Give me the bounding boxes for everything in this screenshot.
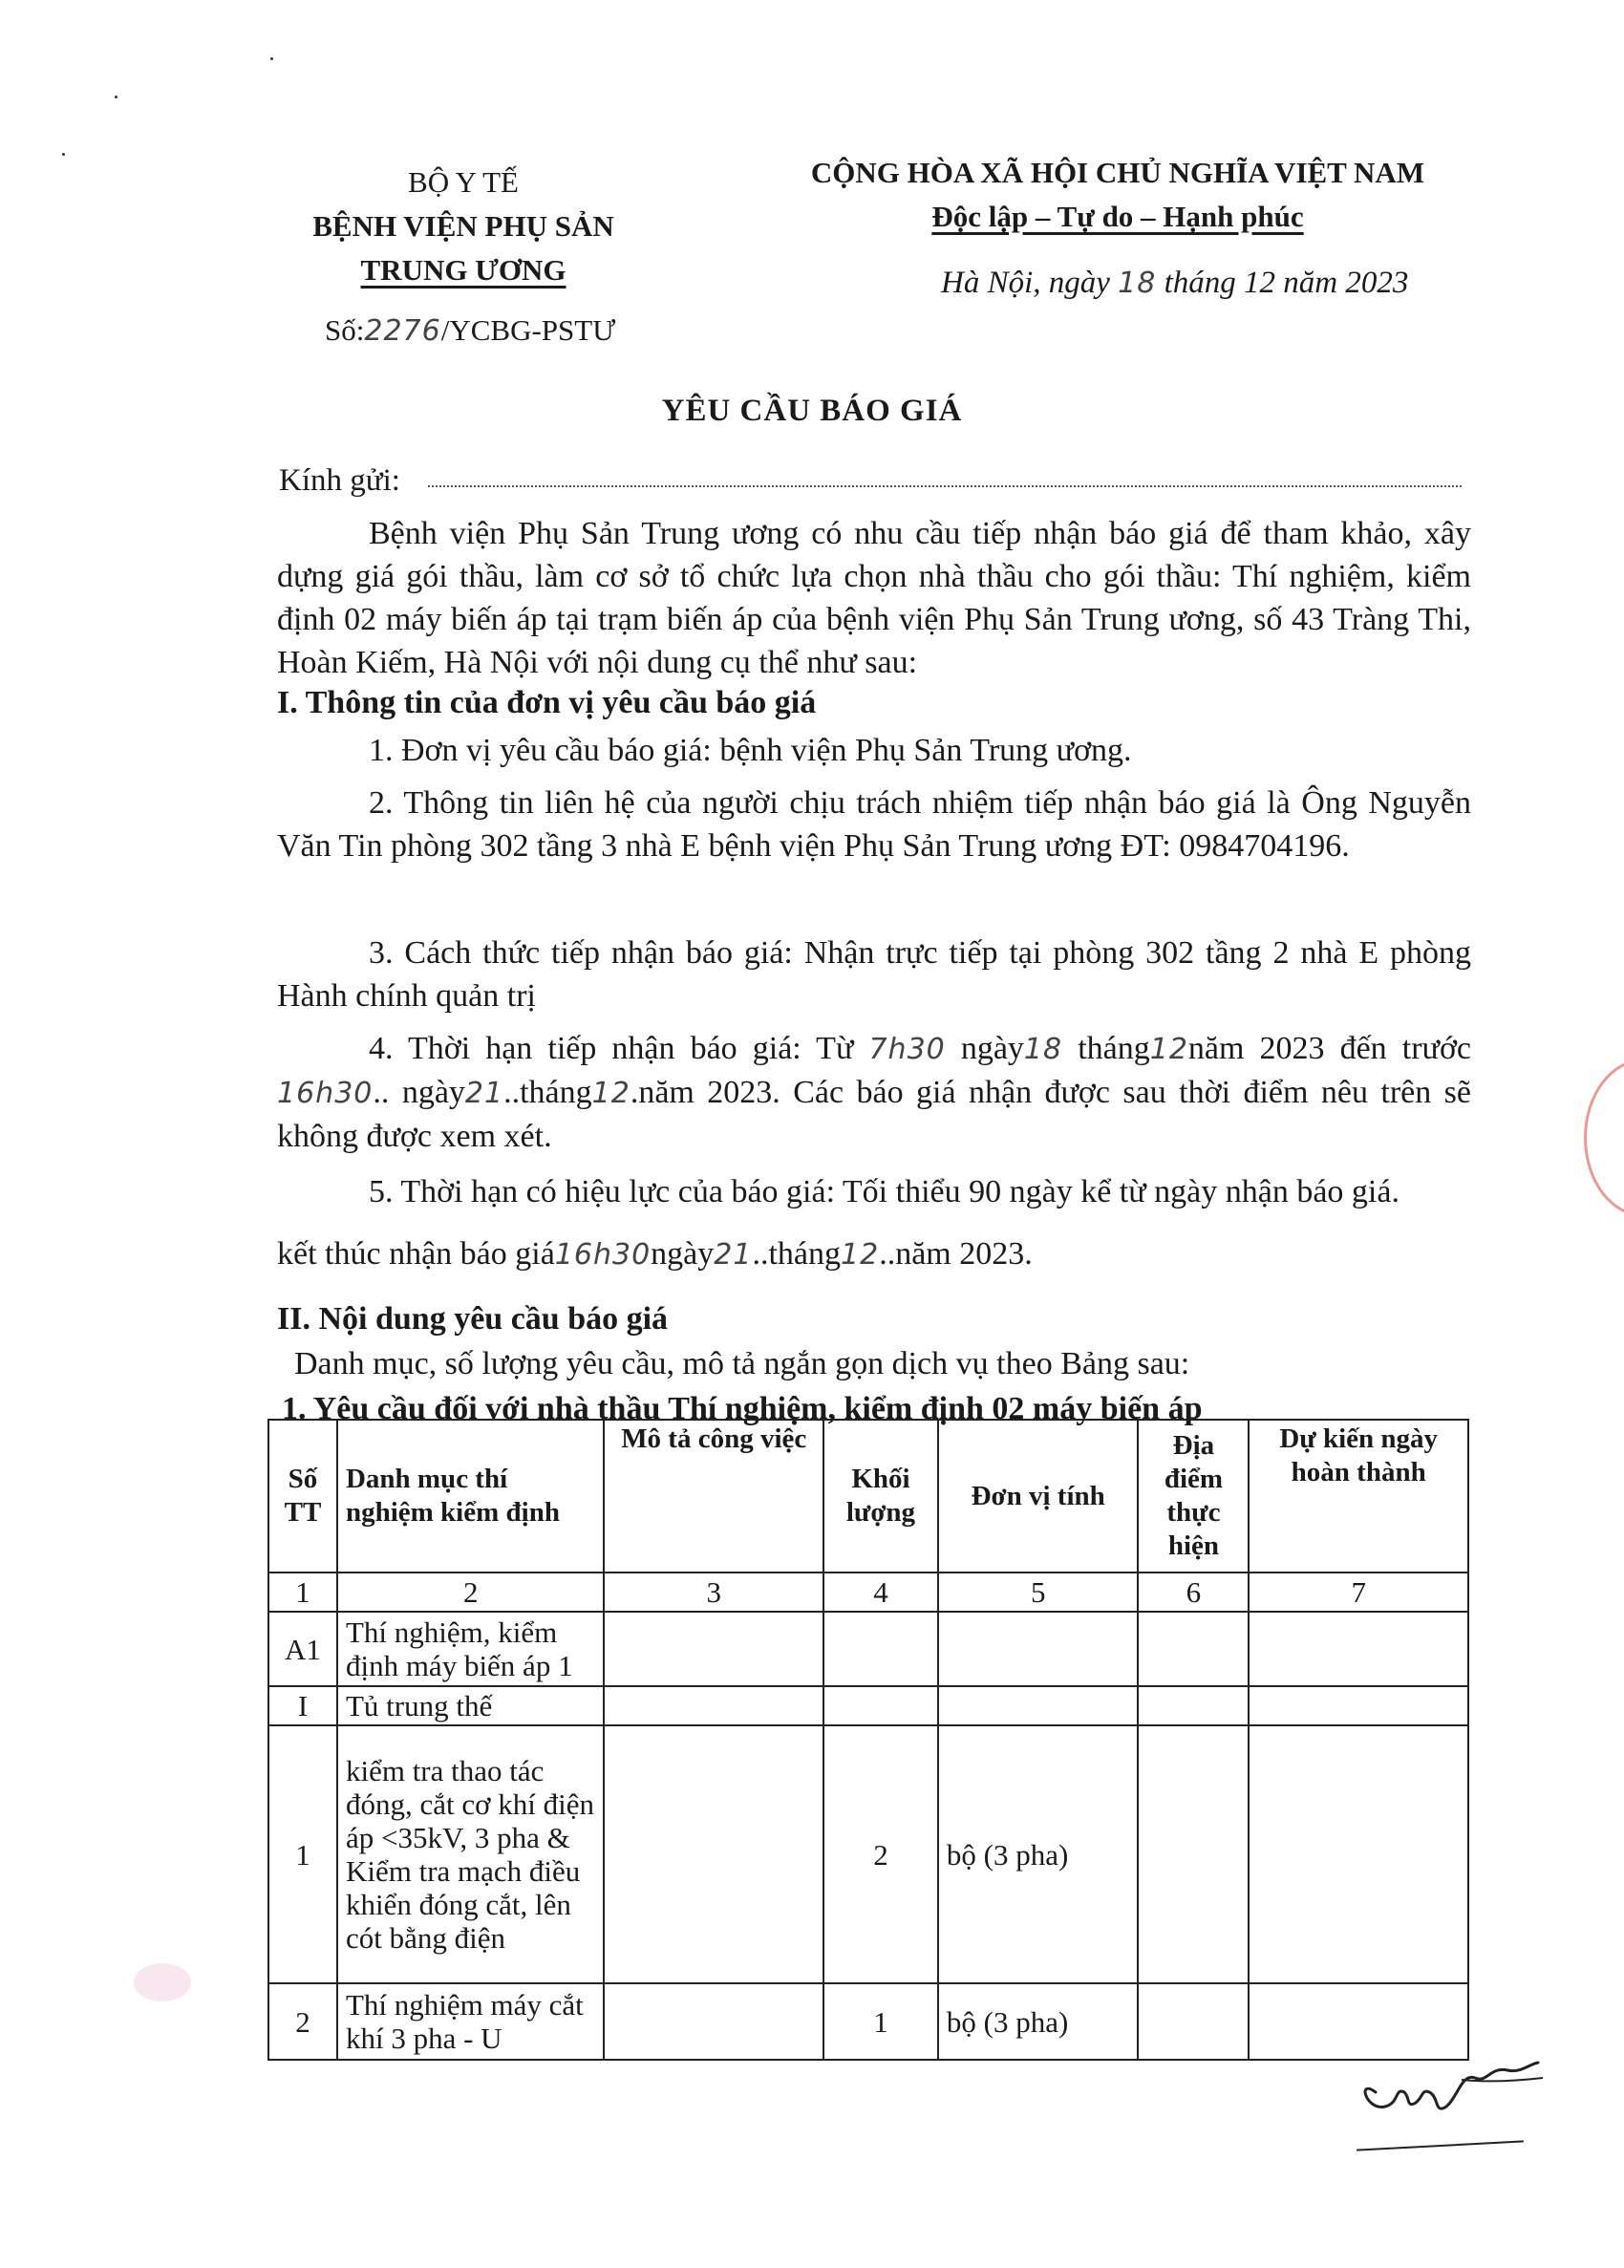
col-header-completion: Dự kiến ngày hoàn thành	[1249, 1420, 1468, 1573]
requirements-table	[267, 1419, 1469, 2061]
section1-item2: 2. Thông tin liên hệ của người chịu trách nhiệm tiếp nhận báo giá là Ông Nguyễn Văn Tin phòng 302 tầng 3 nhà E bệnh viện Phụ Sản Trung ương ĐT: 0984704196.	[277, 785, 1471, 864]
hw-time-to: 16h30	[277, 1077, 374, 1110]
table-cell	[604, 1612, 823, 1686]
column-number: 5	[938, 1573, 1139, 1612]
column-number: 6	[1138, 1573, 1249, 1612]
end-line-text: ..tháng	[752, 1236, 841, 1272]
table-cell	[1138, 1612, 1249, 1686]
table-cell	[1138, 1983, 1249, 2060]
section2-subheading: 1. Yêu cầu đối với nhà thầu Thí nghiệm, kiểm định 02 máy biến áp	[282, 1391, 1203, 1426]
hw-month-from: 12	[1149, 1033, 1188, 1066]
col-header-unit: Đơn vị tính	[938, 1420, 1139, 1573]
table-cell: kiểm tra thao tác đóng, cắt cơ khí điện áp <35kV, 3 pha & Kiểm tra mạch điều khiển đóng cắt, lên cót bằng điện	[337, 1725, 605, 1983]
table-cell	[604, 1725, 823, 1983]
hw-end-month: 12	[841, 1238, 880, 1272]
table-cell: bộ (3 pha)	[938, 1725, 1139, 1983]
doc-no-prefix: Số:	[325, 313, 365, 347]
doc-no-handwritten: 2276	[364, 314, 441, 348]
country-name: CỘNG HÒA XÃ HỘI CHỦ NGHĨA VIỆT NAM	[810, 156, 1425, 189]
table-cell: 1	[268, 1725, 337, 1983]
column-number: 2	[337, 1573, 605, 1612]
section1-heading: I. Thông tin của đơn vị yêu cầu báo giá	[277, 685, 817, 720]
table-cell	[938, 1612, 1139, 1686]
signature-underline	[1357, 2140, 1524, 2150]
table-row	[268, 1983, 1468, 2060]
section1-item4: 4. Thời hạn tiếp nhận báo giá: Từ 7h30 ngày18 tháng12năm 2023 đến trước 16h30.. ngày21..tháng12.năm 2023. Các báo giá nhận được sau thời điểm nêu trên sẽ không được xem xét.	[277, 1031, 1472, 1154]
table-cell	[1249, 1686, 1468, 1725]
hw-month-to: 12	[591, 1077, 630, 1110]
column-number: 7	[1249, 1573, 1468, 1612]
hospital-name-line1: BỆNH VIỆN PHỤ SẢN	[312, 209, 614, 243]
hw-time-from: 7h30	[868, 1033, 946, 1066]
table-cell: 2	[823, 1725, 938, 1983]
item4-text: ngày	[960, 1031, 1024, 1066]
scan-speck	[115, 96, 118, 98]
table-cell	[823, 1686, 938, 1725]
column-number: 1	[268, 1573, 337, 1612]
date-suffix: tháng 12 năm 2023	[1164, 266, 1409, 300]
issue-date	[941, 266, 1408, 301]
table-header-row	[268, 1420, 1468, 1573]
table-cell: Tủ trung thế	[337, 1686, 605, 1725]
col-header-quantity: Khối lượng	[823, 1420, 938, 1573]
col-header-stt: Số TT	[268, 1420, 337, 1573]
column-number: 4	[823, 1573, 938, 1612]
table-cell	[1249, 1612, 1468, 1686]
section1-item1: 1. Đơn vị yêu cầu báo giá: bệnh viện Phụ Sản Trung ương.	[369, 733, 1132, 768]
table-row	[268, 1612, 1468, 1686]
col-header-category: Danh mục thí nghiệm kiểm định	[337, 1420, 605, 1573]
table-cell	[938, 1686, 1139, 1725]
table-cell	[604, 1983, 823, 2060]
item4-text: .năm 2023. Các báo giá nhận được sau thời điểm nêu trên sẽ không được xem xét.	[277, 1075, 1471, 1154]
intro-paragraph: Bệnh viện Phụ Sản Trung ương có nhu cầu tiếp nhận báo giá để tham khảo, xây dựng giá gói thầu, làm cơ sở tổ chức lựa chọn nhà thầu cho gói thầu: Thí nghiệm, kiểm định 02 máy biến áp tại trạm biến áp của bệnh viện Phụ Sản Trung ương, số 43 Tràng Thi, Hoàn Kiếm, Hà Nội với nội dung cụ thể như sau:	[277, 516, 1471, 680]
end-line-text: ngày	[651, 1236, 715, 1272]
section2-intro: Danh mục, số lượng yêu cầu, mô tả ngắn gọn dịch vụ theo Bảng sau:	[294, 1346, 1190, 1381]
ministry-name: BỘ Y TẾ	[408, 165, 519, 199]
item4-text: tháng	[1078, 1031, 1150, 1066]
section2-heading: II. Nội dung yêu cầu báo giá	[277, 1301, 669, 1337]
date-prefix: Hà Nội, ngày	[941, 266, 1110, 300]
table-cell: 1	[823, 1983, 938, 2060]
table-cell	[823, 1612, 938, 1686]
issuer-block	[244, 160, 683, 292]
table-cell: I	[268, 1686, 337, 1725]
table-row	[268, 1725, 1468, 1983]
table-cell: A1	[268, 1612, 337, 1686]
col-header-description: Mô tả công việc	[604, 1420, 823, 1573]
national-motto: Độc lập – Tự do – Hạnh phúc	[931, 200, 1304, 233]
table-number-row	[268, 1573, 1468, 1612]
table-cell: Thí nghiệm máy cắt khí 3 pha - U	[337, 1983, 605, 2060]
hw-day-to: 21	[464, 1077, 504, 1110]
item4-text: ngày	[401, 1075, 465, 1110]
table-row	[268, 1686, 1468, 1725]
table-cell: Thí nghiệm, kiểm định máy biến áp 1	[337, 1612, 605, 1686]
doc-no-suffix: /YCBG-PSTƯ	[440, 313, 616, 347]
hw-end-day: 21	[714, 1238, 753, 1272]
col-header-location: Địa điểm thực hiện	[1138, 1420, 1249, 1573]
table-cell	[1138, 1725, 1249, 1983]
date-day-handwritten: 18	[1118, 267, 1157, 300]
item4-text: năm 2023 đến trước	[1187, 1031, 1472, 1066]
section1-item5: 5. Thời hạn có hiệu lực của báo giá: Tối thiểu 90 ngày kể từ ngày nhận báo giá.	[369, 1174, 1400, 1209]
official-seal-partial	[1584, 1059, 1624, 1217]
document-number	[325, 313, 615, 348]
table-cell	[1138, 1686, 1249, 1725]
initials-signature	[1347, 2040, 1548, 2130]
hw-end-time: 16h30	[554, 1238, 652, 1272]
hw-day-from: 18	[1023, 1033, 1063, 1066]
item4-text: 4. Thời hạn tiếp nhận báo giá: Từ	[369, 1031, 854, 1066]
table-cell: bộ (3 pha)	[938, 1983, 1139, 2060]
receipt-end-line	[277, 1232, 1471, 1276]
section1-item3: 3. Cách thức tiếp nhận báo giá: Nhận trực tiếp tại phòng 302 tầng 2 nhà E phòng Hành chính quản trị	[277, 935, 1471, 1014]
end-line-text: kết thúc nhận báo giá	[277, 1236, 555, 1272]
national-header	[755, 151, 1481, 239]
table-cell	[1249, 1725, 1468, 1983]
end-line-text: ..năm 2023.	[879, 1236, 1033, 1272]
recipient-dotted-line	[428, 485, 1462, 487]
document-title: YÊU CẦU BÁO GIÁ	[661, 394, 963, 428]
column-number: 3	[604, 1573, 823, 1612]
scan-speck	[62, 153, 65, 156]
hospital-name-line2: TRUNG ƯƠNG	[360, 253, 566, 287]
item4-text: ..tháng	[503, 1075, 592, 1110]
table-cell: 2	[268, 1983, 337, 2060]
recipient-label: Kính gửi:	[279, 463, 400, 498]
ink-smudge	[134, 1963, 191, 2001]
table-cell	[604, 1686, 823, 1725]
scan-speck	[270, 57, 273, 60]
